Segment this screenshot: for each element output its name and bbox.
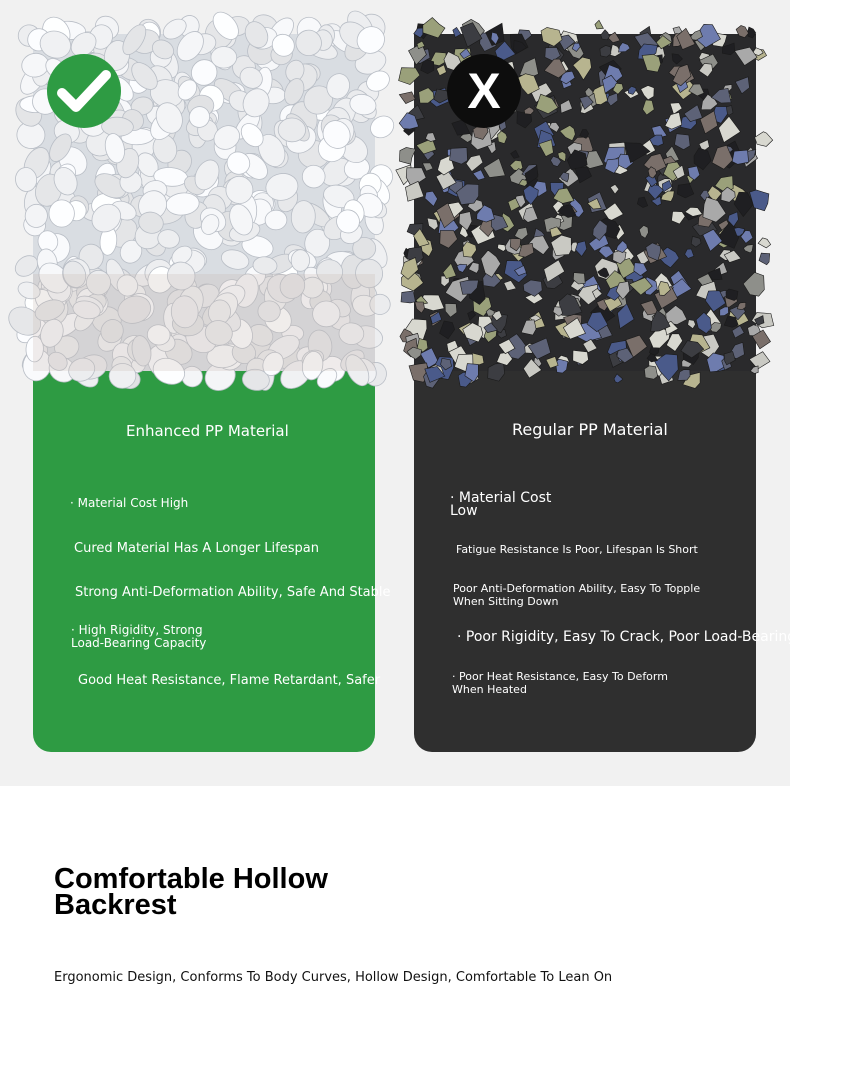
section-title: Comfortable Hollow Backrest [54, 863, 328, 921]
section-subtitle: Ergonomic Design, Conforms To Body Curves, Hollow Design, Comfortable To Lean On [54, 970, 613, 985]
feature-anti-deformation: Poor Anti-Deformation Ability, Easy To Topple When Sitting Down [453, 582, 701, 608]
card-title: Enhanced PP Material [126, 422, 289, 440]
feature-rigidity: · Poor Rigidity, Easy To Crack, Poor Load-Bearing Capacity [457, 629, 862, 645]
feature-anti-deformation: Strong Anti-Deformation Ability, Safe And Stable [75, 585, 391, 600]
x-mark-icon: X [467, 63, 501, 119]
feature-lifespan: Fatigue Resistance Is Poor, Lifespan Is Short [456, 543, 698, 556]
checkmark-icon [58, 69, 110, 113]
x-mark-badge [447, 54, 521, 128]
regular-material-card [414, 34, 862, 752]
feature-heat-resistance: · Poor Heat Resistance, Easy To Deform When Heated [452, 670, 668, 696]
enhanced-material-card [33, 34, 391, 752]
feature-heat-resistance: Good Heat Resistance, Flame Retardant, Safer [78, 673, 381, 688]
feature-lifespan: Cured Material Has A Longer Lifespan [74, 541, 319, 556]
card-title: Regular PP Material [512, 420, 668, 439]
feature-cost: · Material Cost High [70, 496, 189, 510]
feature-cost: · Material Cost Low [450, 490, 552, 519]
checkmark-badge [47, 54, 121, 128]
feature-rigidity: · High Rigidity, Strong Load-Bearing Capacity [71, 623, 207, 650]
